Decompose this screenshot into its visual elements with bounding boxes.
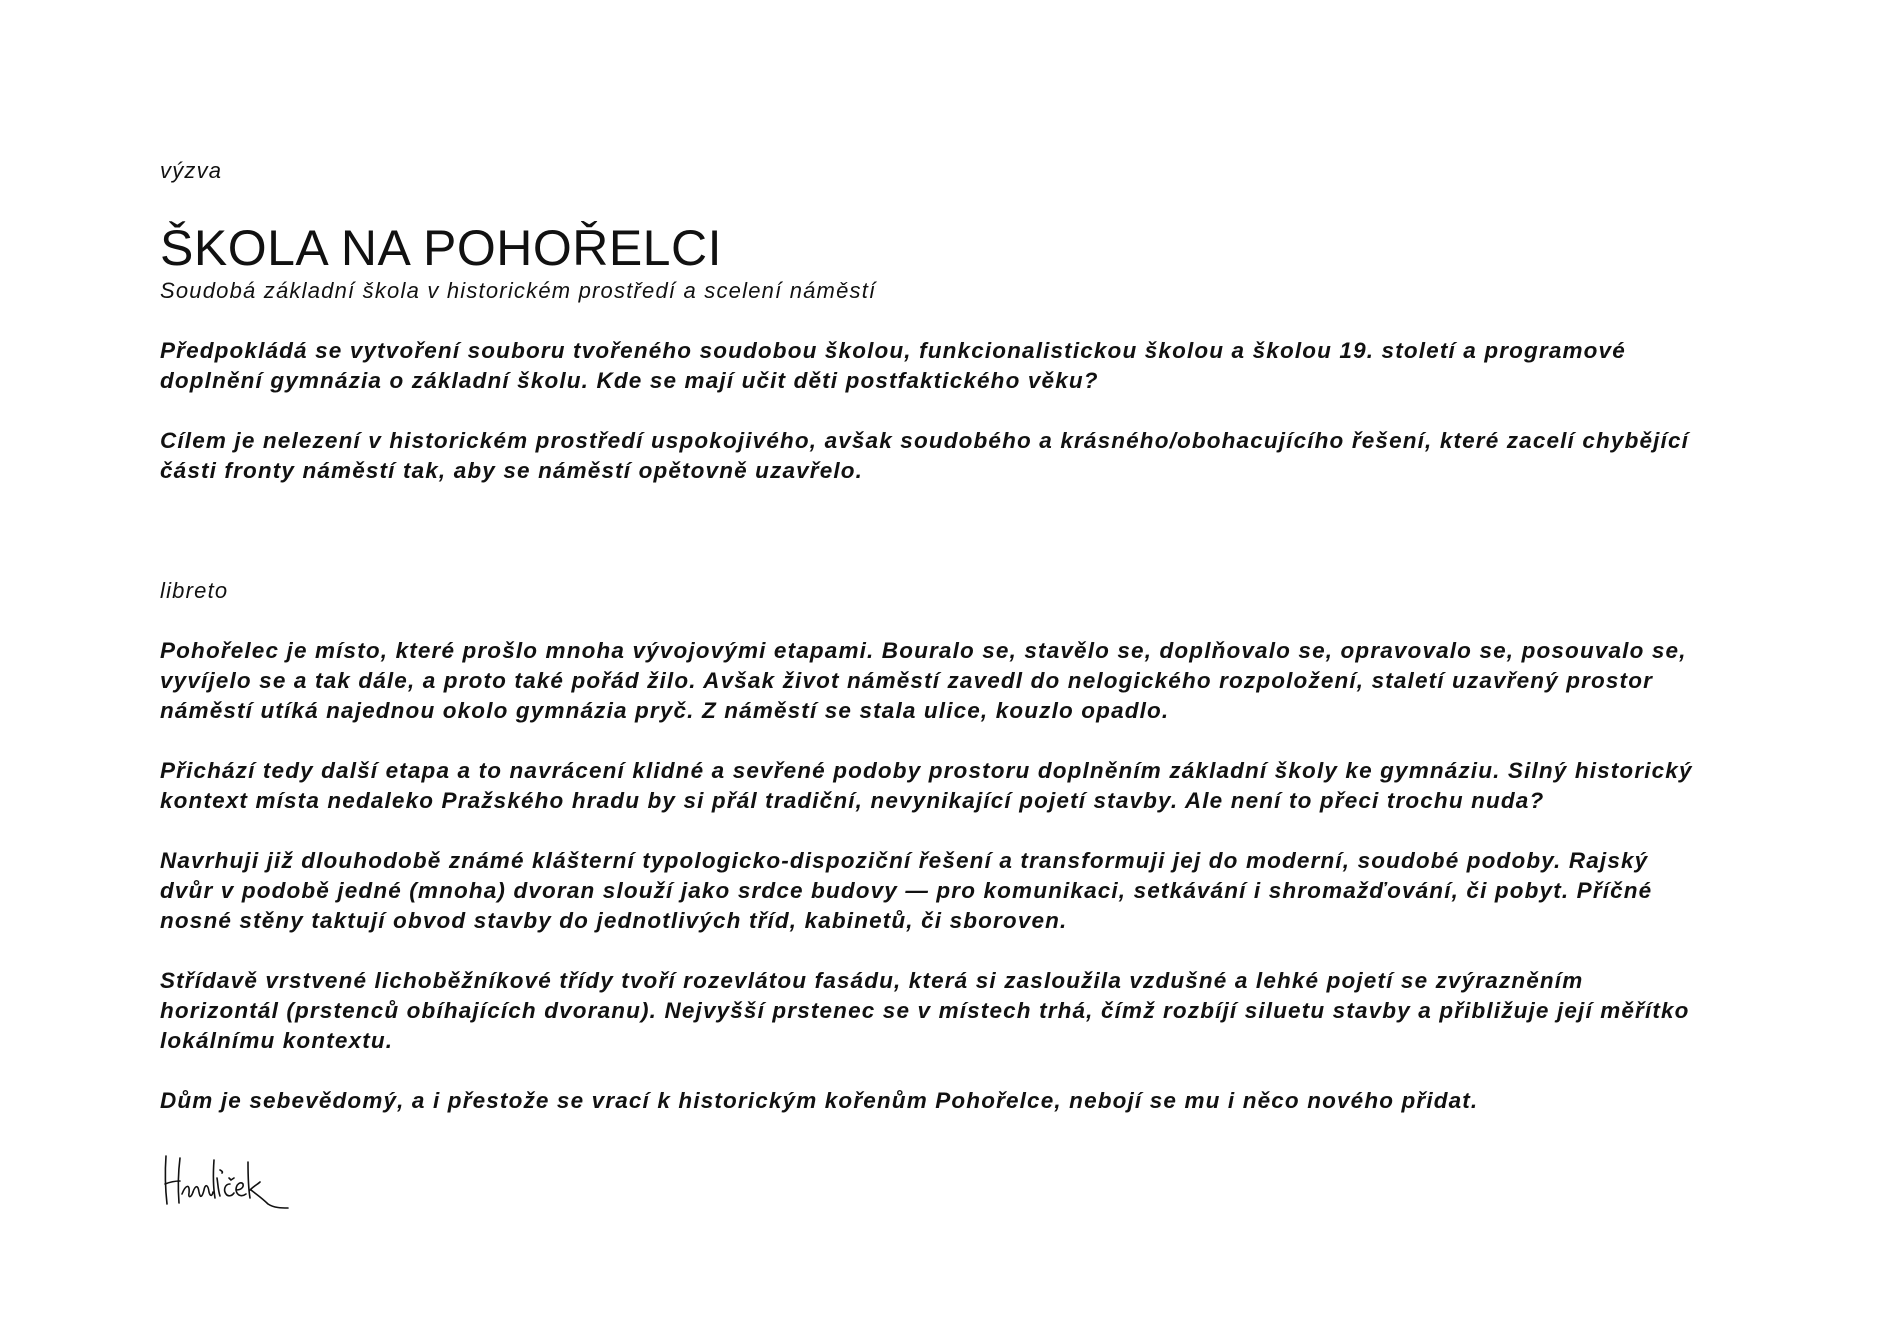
text-line: náměstí utíká najednou okolo gymnázia pryč. Z náměstí se stala ulice, kouzlo opadlo. <box>160 698 1170 723</box>
text-line: Předpokládá se vytvoření souboru tvořeného soudobou školou, funkcionalistickou školou a školou 19. století a programové <box>160 338 1626 363</box>
section-label-libreto: libreto <box>160 578 229 603</box>
libreto-paragraph <box>160 636 1760 726</box>
text-line: Střídavě vrstvené lichoběžníkové třídy tvoří rozevlátou fasádu, která si zasloužila vzdušné a lehké pojetí se zvýrazněním <box>160 968 1584 993</box>
text-line: Přichází tedy další etapa a to navrácení klidné a sevřené podoby prostoru doplněním základní školy ke gymnáziu. Silný historický <box>160 758 1693 783</box>
libreto-paragraph <box>160 966 1760 1056</box>
page-title: ŠKOLA NA POHOŘELCI <box>160 220 722 276</box>
text-line: dvůr v podobě jedné (mnoha) dvoran slouží jako srdce budovy — pro komunikaci, setkávání i shromažďování, či pobyt. Příčné <box>160 878 1653 903</box>
text-line: Pohořelec je místo, které prošlo mnoha vývojovými etapami. Bouralo se, stavělo se, doplňovalo se, opravovalo se, posouvalo se, <box>160 638 1687 663</box>
text-line: Cílem je nelezení v historickém prostředí uspokojivého, avšak soudobého a krásného/obohacujícího řešení, které zacelí chybějící <box>160 428 1690 453</box>
text-line: horizontál (prstenců obíhajících dvoranu). Nejvyšší prstenec se v místech trhá, čímž rozbíjí siluetu stavby a přibližuje její měřítko <box>160 998 1690 1023</box>
document-page <box>160 156 1760 1116</box>
libreto-paragraph <box>160 846 1760 936</box>
text-line: nosné stěny taktují obvod stavby do jednotlivých tříd, kabinetů, či sboroven. <box>160 908 1068 933</box>
text-line: Navrhuji již dlouhodobě známé klášterní typologicko-dispoziční řešení a transformuji jej do moderní, soudobé podoby. Rajský <box>160 848 1649 873</box>
handwritten-signature <box>160 1148 290 1212</box>
text-line: lokálnímu kontextu. <box>160 1028 394 1053</box>
text-line: Dům je sebevědomý, a i přestože se vrací k historickým kořenům Pohořelce, nebojí se mu i něco nového přidat. <box>160 1088 1479 1113</box>
section-label-challenge: výzva <box>160 158 223 183</box>
libreto-paragraph <box>160 756 1760 816</box>
libreto-paragraph <box>160 1086 1760 1116</box>
challenge-paragraph <box>160 336 1760 396</box>
text-line: části fronty náměstí tak, aby se náměstí opětovně uzavřelo. <box>160 458 864 483</box>
challenge-paragraph <box>160 426 1760 486</box>
text-line: vyvíjelo se a tak dále, a proto také pořád žilo. Avšak život náměstí zavedl do nelogického rozpoložení, staletí uzavřený prostor <box>160 668 1654 693</box>
page-subtitle: Soudobá základní škola v historickém prostředí a scelení náměstí <box>160 278 877 303</box>
text-line: doplnění gymnázia o základní školu. Kde se mají učit děti postfaktického věku? <box>160 368 1099 393</box>
text-line: kontext místa nedaleko Pražského hradu by si přál tradiční, nevynikající pojetí stavby. Ale není to přeci trochu nuda? <box>160 788 1545 813</box>
